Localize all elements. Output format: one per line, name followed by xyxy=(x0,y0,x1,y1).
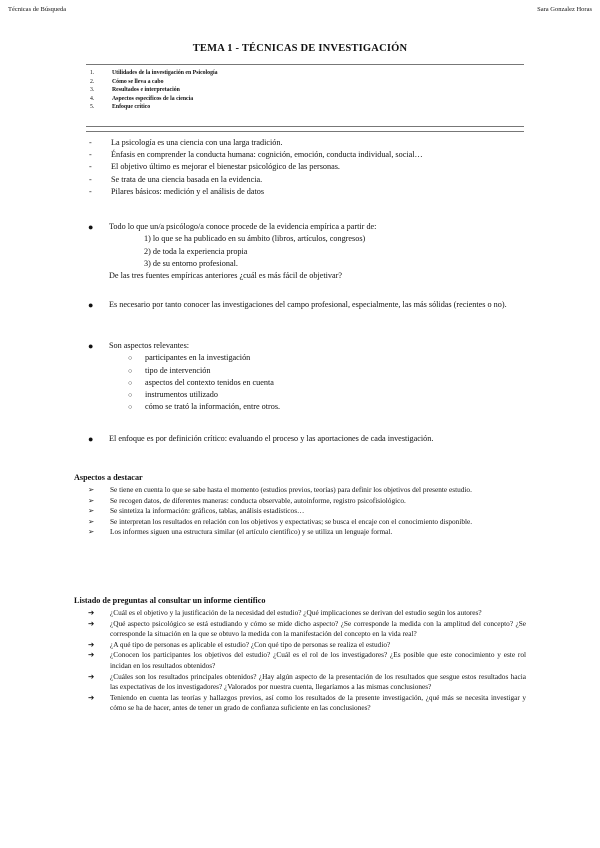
bullet-text: Todo lo que un/a psicólogo/a conoce procede de la evidencia empírica a partir de: xyxy=(109,222,377,231)
header-left-text: Técnicas de Búsqueda xyxy=(8,6,67,13)
arrow-marker: ➔ xyxy=(88,639,95,649)
list-item-text: ¿Cuáles son los resultados principales obtenidos? ¿Hay algún aspecto de la presentación de los resultados que sesgue estos resultados hacia las expectativas de los investigadores? ¿Valorados por nuestra cuenta, llegaríamos a las mismas conclusiones? xyxy=(110,671,526,692)
list-item-text: El objetivo último es mejorar el bienestar psicológico de las personas. xyxy=(111,162,340,172)
toc-item xyxy=(86,104,524,113)
dash-marker: - xyxy=(89,174,92,184)
sub-item-text: participantes en la investigación xyxy=(145,353,251,363)
bullet-text: El enfoque es por definición crítico: evaluando el proceso y las aportaciones de cada investigación. xyxy=(109,434,434,443)
list-item xyxy=(86,187,526,199)
list-item-text: Teniendo en cuenta las teorías y hallazgos previos, así como los resultados de la presente investigación, ¿qué más se necesita investigar y cómo se ha de hacer, antes de tener un grado de confianza suficiente en las conclusiones? xyxy=(110,692,526,713)
header-right-text: Sara Gonzalez Horas xyxy=(537,6,592,13)
circle-marker: ○ xyxy=(128,391,133,400)
sub-item: 1) lo que se ha publicado en su ámbito (libros, artículos, congresos) xyxy=(144,234,366,244)
list-item xyxy=(86,485,526,496)
dash-marker: - xyxy=(89,186,92,196)
toc-number: 4. xyxy=(90,95,95,102)
arrow-marker: ➢ xyxy=(88,495,95,505)
circle-marker: ○ xyxy=(128,403,133,412)
list-item xyxy=(86,619,526,640)
bullet-critical-approach xyxy=(86,433,526,445)
dash-marker: - xyxy=(89,162,92,172)
list-item xyxy=(86,150,526,162)
aspects-list xyxy=(86,485,526,538)
toc-divider-top xyxy=(86,126,524,127)
bullet-text: Son aspectos relevantes: xyxy=(109,341,190,350)
list-item xyxy=(86,672,526,693)
arrow-marker: ➢ xyxy=(88,485,95,494)
title-divider xyxy=(86,64,524,65)
list-item xyxy=(86,693,526,714)
sub-item: 3) de su entorno profesional. xyxy=(144,258,238,268)
toc-number: 2. xyxy=(90,78,95,85)
toc-item xyxy=(86,96,524,105)
toc-number: 1. xyxy=(90,70,95,76)
list-item xyxy=(86,640,526,651)
circle-marker: ○ xyxy=(128,354,133,363)
list-item-text: ¿Cuál es el objetivo y la justificación de la necesidad del estudio? ¿Qué implicaciones se derivan del estudio según los autores? xyxy=(110,608,482,617)
dash-marker: - xyxy=(89,150,92,160)
list-item xyxy=(86,608,526,619)
list-item-text: Se recogen datos, de diferentes maneras: conducta observable, autoinforme, registro psicofisiológico. xyxy=(110,495,406,505)
toc-label: Cómo se lleva a cabo xyxy=(112,78,164,85)
toc-number: 3. xyxy=(90,87,95,94)
toc-item xyxy=(86,87,524,96)
sub-item xyxy=(86,352,526,364)
toc-item xyxy=(86,70,524,79)
list-item-text: La psicología es una ciencia con una larga tradición. xyxy=(111,138,283,147)
toc-number: 5. xyxy=(90,104,95,111)
sub-item: 2) de toda la experiencia propia xyxy=(144,246,248,256)
toc-label: Utilidades de la investigación en Psicología xyxy=(112,70,218,76)
list-item-text: Énfasis en comprender la conducta humana: cognición, emoción, conducta individual, social… xyxy=(111,150,423,160)
bullet-text: Es necesario por tanto conocer las investigaciones del campo profesional, especialmente, las más sólidas (recientes o no). xyxy=(109,300,507,309)
questions-list xyxy=(86,608,526,714)
arrow-marker: ➔ xyxy=(88,692,95,702)
list-item xyxy=(86,506,526,517)
list-item-text: Pilares básicos: medición y el análisis de datos xyxy=(111,186,265,196)
sub-item-text: instrumentos utilizado xyxy=(145,390,218,400)
bullet-evidence-sources xyxy=(86,221,526,282)
section-title-aspects: Aspectos a destacar xyxy=(74,473,143,482)
list-item xyxy=(86,650,526,671)
sub-item xyxy=(86,377,526,389)
dash-marker: - xyxy=(89,138,92,147)
list-item xyxy=(86,175,526,187)
sub-item xyxy=(86,389,526,401)
bullet-question: De las tres fuentes empíricas anteriores ¿cuál es más fácil de objetivar? xyxy=(109,271,343,281)
sub-item-text: cómo se trató la información, entre otros. xyxy=(145,402,281,412)
list-item xyxy=(86,527,526,538)
arrow-marker: ➔ xyxy=(88,618,95,628)
list-item-text: Se tiene en cuenta lo que se sabe hasta el momento (estudios previos, teorías) para definir los objetivos del presente estudio. xyxy=(110,485,472,494)
arrow-marker: ➔ xyxy=(88,671,95,681)
toc-label: Enfoque crítico xyxy=(112,104,151,111)
toc-divider-bottom xyxy=(86,131,524,132)
bullet-icon: ● xyxy=(88,300,94,310)
sub-item xyxy=(86,365,526,377)
arrow-marker: ➢ xyxy=(88,527,95,537)
sub-item-text: aspectos del contexto tenidos en cuenta xyxy=(145,377,274,387)
list-item xyxy=(86,162,526,174)
toc-label: Aspectos específicos de la ciencia xyxy=(112,95,194,102)
bullet-relevant-aspects xyxy=(86,340,526,414)
list-item-text: ¿Qué aspecto psicológico se está estudiando y cómo se mide dicho aspecto? ¿Se corresponde la medida con la amplitud del concepto? ¿Se corresponde la situación en la que se obtuvo la medida con la manifestación del concepto en la vida real? xyxy=(110,618,526,639)
section-title-questions: Listado de preguntas al consultar un informe científico xyxy=(74,596,266,605)
circle-marker: ○ xyxy=(128,378,133,387)
arrow-marker: ➔ xyxy=(88,650,95,660)
intro-dash-list xyxy=(86,138,526,199)
list-item-text: Se trata de una ciencia basada en la evidencia. xyxy=(111,174,263,184)
list-item-text: ¿Conocen los participantes los objetivos del estudio? ¿Cuál es el rol de los investigadores? ¿Es posible que este conocimiento y este rol incidan en los resultados obtenidos? xyxy=(110,650,526,670)
list-item-text: Se sintetiza la información: gráficos, tablas, análisis estadísticos… xyxy=(110,506,305,516)
toc-item xyxy=(86,79,524,88)
arrow-marker: ➢ xyxy=(88,506,95,516)
list-item-text: Los informes siguen una estructura similar (el artículo científico) y se utiliza un lenguaje formal. xyxy=(110,527,393,537)
list-item xyxy=(86,496,526,507)
toc-label: Resultados e interpretación xyxy=(112,87,180,94)
circle-marker: ○ xyxy=(128,366,133,375)
list-item xyxy=(86,517,526,528)
list-item-text: ¿A qué tipo de personas es aplicable el estudio? ¿Con qué tipo de personas se realiza el estudio? xyxy=(110,639,391,649)
arrow-marker: ➔ xyxy=(88,608,95,617)
table-of-contents xyxy=(86,70,524,113)
sub-item xyxy=(86,401,526,413)
bullet-knowledge xyxy=(86,299,526,311)
sub-item-text: tipo de intervención xyxy=(145,365,211,375)
bullet-icon: ● xyxy=(88,341,94,351)
page-title: TEMA 1 - TÉCNICAS DE INVESTIGACIÓN xyxy=(192,43,408,54)
bullet-icon: ● xyxy=(88,434,94,444)
list-item xyxy=(86,138,526,150)
bullet-icon: ● xyxy=(88,222,94,232)
arrow-marker: ➢ xyxy=(88,516,95,526)
list-item-text: Se interpretan los resultados en relación con los objetivos y expectativas; se busca el encaje con el conocimiento disponible. xyxy=(110,516,473,526)
